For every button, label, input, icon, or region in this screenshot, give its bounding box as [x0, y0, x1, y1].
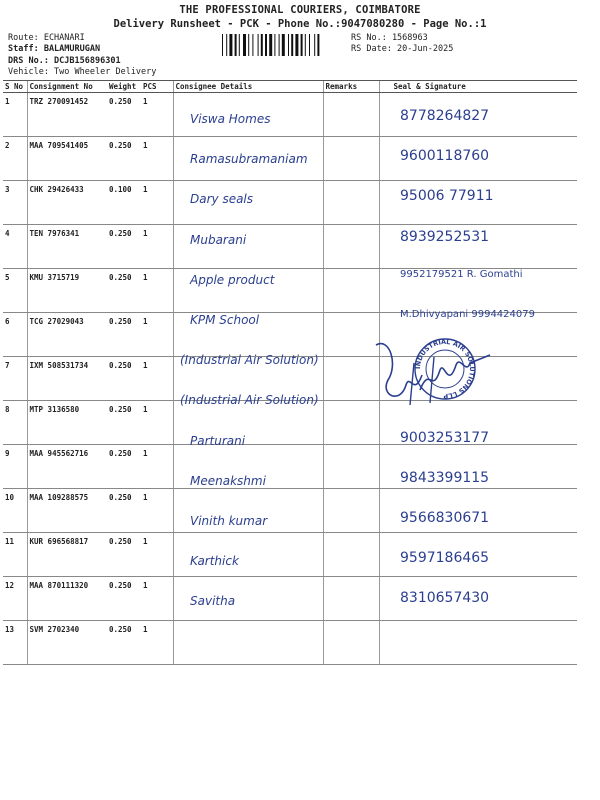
rs-number: RS No.: 1568963 [351, 33, 428, 43]
rs-date: RS Date: 20-Jun-2025 [351, 44, 454, 54]
cell-sno: 5 [3, 269, 27, 313]
table-row [3, 621, 577, 665]
barcode [220, 34, 340, 56]
cell-consignment-no: TCG 27029043 [27, 313, 107, 357]
cell-weight: 0.250 [107, 137, 141, 181]
svg-text:INDUSTRIAL AIR SOLUTIONS LLP: INDUSTRIAL AIR SOLUTIONS LLP [413, 337, 477, 401]
cell-sno: 10 [3, 489, 27, 533]
col-weight: Weight [107, 81, 141, 93]
barcode-bar [274, 34, 275, 56]
cell-remarks [323, 577, 379, 621]
cell-weight: 0.250 [107, 621, 141, 665]
cell-consignment-no: MAA 870111320 [27, 577, 107, 621]
handwritten-signature: M.Dhivyapani 9994424079 [400, 309, 535, 320]
handwritten-consignee: KPM School [190, 313, 260, 327]
handwritten-signature: 95006 77911 [400, 188, 494, 205]
barcode-bar [269, 34, 272, 56]
handwritten-signature: 9843399115 [400, 469, 490, 486]
table-row [3, 93, 577, 137]
cell-weight: 0.250 [107, 445, 141, 489]
barcode-bar [243, 34, 246, 56]
cell-pcs: 1 [141, 137, 173, 181]
handwritten-signature: 8310657430 [400, 590, 490, 607]
cell-consignment-no: KUR 696568817 [27, 533, 107, 577]
cell-pcs: 1 [141, 621, 173, 665]
barcode-bar [305, 34, 306, 56]
cell-signature [379, 621, 577, 665]
cell-sno: 2 [3, 137, 27, 181]
handwritten-signature: 9952179521 R. Gomathi [400, 268, 523, 280]
table-row [3, 445, 577, 489]
cell-sno: 4 [3, 225, 27, 269]
handwritten-consignee: Dary seals [190, 192, 254, 207]
barcode-bar [252, 34, 253, 56]
barcode-bar [222, 34, 223, 56]
handwritten-signature: 8778264827 [400, 108, 490, 124]
cell-pcs: 1 [141, 269, 173, 313]
cell-sno: 9 [3, 445, 27, 489]
cell-sno: 13 [3, 621, 27, 665]
cell-weight: 0.250 [107, 225, 141, 269]
barcode-bar [248, 34, 249, 56]
col-pcs: PCS [141, 81, 173, 93]
cell-sno: 7 [3, 357, 27, 401]
drs-label: DRS No.: DCJB156896301 [8, 56, 121, 66]
handwritten-consignee: Viswa Homes [190, 112, 271, 126]
cell-consignment-no: CHK 29426433 [27, 181, 107, 225]
cell-consignment-no: IXM 508531734 [27, 357, 107, 401]
cell-remarks [323, 445, 379, 489]
cell-remarks [323, 489, 379, 533]
table-row [3, 577, 577, 621]
cell-remarks [323, 225, 379, 269]
cell-weight: 0.250 [107, 269, 141, 313]
cell-pcs: 1 [141, 577, 173, 621]
handwritten-consignee: (Industrial Air Solution) [180, 353, 319, 368]
cell-consignment-no: MAA 709541405 [27, 137, 107, 181]
cell-consignment-no: MAA 109288575 [27, 489, 107, 533]
cell-weight: 0.250 [107, 357, 141, 401]
barcode-bar [226, 34, 227, 56]
handwritten-signature: 8939252531 [400, 228, 490, 245]
col-sno: S No [3, 81, 27, 93]
runsheet-subtitle: Delivery Runsheet - PCK - Phone No.:9047080280 - Page No.:1 [113, 18, 487, 30]
handwritten-consignee: Meenakshmi [190, 473, 266, 488]
barcode-bar [282, 34, 285, 56]
barcode-bar [301, 34, 303, 56]
col-remarks: Remarks [323, 81, 379, 93]
handwritten-consignee: (Industrial Air Solution) [180, 393, 319, 408]
cell-pcs: 1 [141, 357, 173, 401]
vehicle-label: Vehicle: Two Wheeler Delivery [8, 67, 157, 77]
cell-consignment-no: SVM 2702340 [27, 621, 107, 665]
barcode-bar [258, 34, 259, 56]
handwritten-consignee: Apple product [190, 272, 275, 287]
col-consignee: Consignee Details [173, 81, 323, 93]
handwritten-consignee: Parturani [190, 433, 246, 448]
cell-pcs: 1 [141, 533, 173, 577]
cell-sno: 6 [3, 313, 27, 357]
cell-consignment-no: MTP 3136580 [27, 401, 107, 445]
barcode-bar [239, 34, 240, 56]
table-header-row [3, 81, 577, 93]
handwritten-consignee: Karthick [190, 554, 239, 569]
barcode-bar [314, 34, 315, 56]
table-row [3, 489, 577, 533]
cell-remarks [323, 533, 379, 577]
barcode-bar [295, 34, 298, 56]
barcode-bar [317, 34, 319, 56]
handwritten-consignee: Ramasubramaniam [190, 152, 308, 167]
handwritten-consignee: Mubarani [190, 232, 247, 247]
barcode-bar [309, 34, 310, 56]
staff-label: Staff: BALAMURUGAN [8, 44, 101, 54]
cell-pcs: 1 [141, 93, 173, 137]
barcode-bar [229, 34, 232, 56]
route-label: Route: ECHANARI [8, 33, 85, 43]
col-signature: Seal & Signature [379, 81, 577, 93]
cell-pcs: 1 [141, 181, 173, 225]
table-row [3, 225, 577, 269]
barcode-bar [235, 34, 237, 56]
handwritten-signature: 9003253177 [400, 429, 490, 446]
cell-sno: 8 [3, 401, 27, 445]
cell-weight: 0.250 [107, 489, 141, 533]
cell-weight: 0.250 [107, 533, 141, 577]
table-row [3, 533, 577, 577]
barcode-bar [279, 34, 280, 56]
cell-sno: 12 [3, 577, 27, 621]
cell-weight: 0.100 [107, 181, 141, 225]
cell-pcs: 1 [141, 489, 173, 533]
cell-pcs: 1 [141, 445, 173, 489]
cell-weight: 0.250 [107, 313, 141, 357]
barcode-bar [265, 34, 267, 56]
handwritten-signature: 9566830671 [400, 510, 490, 526]
cell-remarks [323, 137, 379, 181]
cell-remarks [323, 93, 379, 137]
cell-pcs: 1 [141, 401, 173, 445]
cell-consignee [173, 621, 323, 665]
cell-consignment-no: TEN 7976341 [27, 225, 107, 269]
handwritten-consignee: Vinith kumar [190, 514, 268, 528]
cell-consignment-no: KMU 3715719 [27, 269, 107, 313]
handwritten-consignee: Savitha [190, 594, 236, 609]
cell-weight: 0.250 [107, 401, 141, 445]
handwritten-signature: 9597186465 [400, 550, 490, 567]
cell-weight: 0.250 [107, 93, 141, 137]
cell-sno: 3 [3, 181, 27, 225]
barcode-bar [261, 34, 263, 56]
row7-8-signature [370, 335, 510, 425]
handwritten-signature: 9600118760 [400, 148, 490, 165]
cell-remarks [323, 269, 379, 313]
cell-consignment-no: TRZ 270091452 [27, 93, 107, 137]
barcode-bar [288, 34, 289, 56]
cell-sno: 11 [3, 533, 27, 577]
barcode-bar [291, 34, 293, 56]
cell-pcs: 1 [141, 225, 173, 269]
cell-remarks [323, 621, 379, 665]
cell-sno: 1 [3, 93, 27, 137]
col-consignment: Consignment No [27, 81, 107, 93]
cell-weight: 0.250 [107, 577, 141, 621]
cell-consignment-no: MAA 945562716 [27, 445, 107, 489]
cell-pcs: 1 [141, 313, 173, 357]
company-title: THE PROFESSIONAL COURIERS, COIMBATORE [179, 4, 421, 16]
cell-remarks [323, 181, 379, 225]
